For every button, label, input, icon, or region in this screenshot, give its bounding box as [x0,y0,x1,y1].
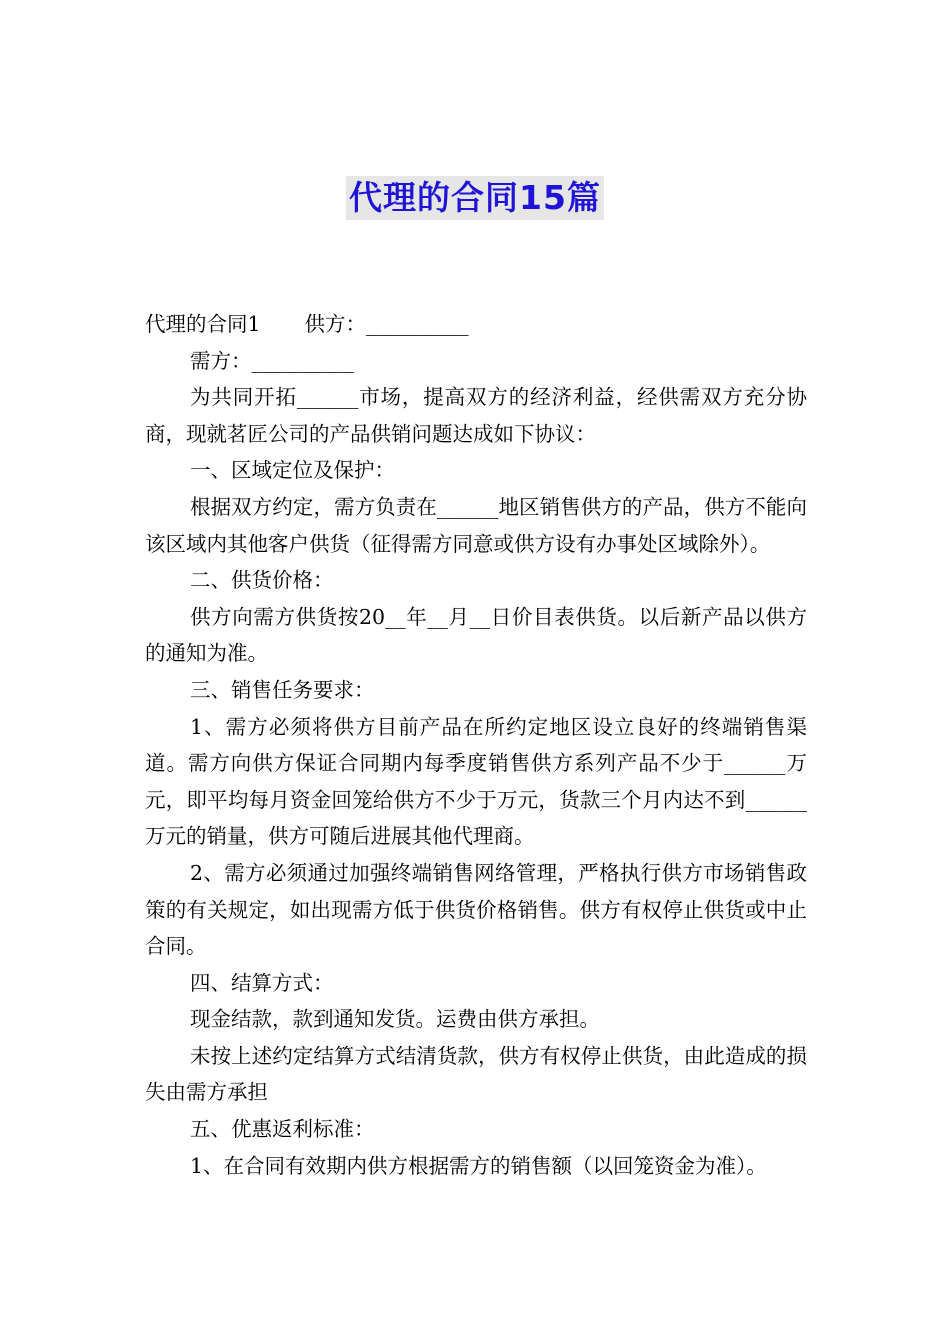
document-body [145,306,807,1184]
paragraph-3: 一、区域定位及保护： [190,458,395,483]
paragraph-9: 2、需方必须通过加强终端销售网络管理，严格执行供方市场销售政策的有关规定，如出现需方低于供货价格销售。供方有权停止供货或中止合同。 [145,860,807,959]
document-title: 代理的合同15篇 [346,176,604,220]
paragraph-6: 供方向需方供货按20__年__月__日价目表供货。以后新产品以供方的通知为准。 [145,604,807,666]
paragraph-1: 需方：__________ [190,348,354,373]
paragraph-5: 二、供货价格： [190,568,334,593]
paragraph-10: 四、结算方式： [190,970,334,995]
paragraph-11: 现金结款，款到通知发货。运费由供方承担。 [190,1007,600,1032]
paragraph-0 [145,306,807,343]
paragraph-2: 为共同开拓______市场，提高双方的经济利益，经供需双方充分协商，现就茗匠公司的产品供销问题达成如下协议： [145,385,807,446]
paragraph-12: 未按上述约定结算方式结清货款，供方有权停止供货，由此造成的损失由需方承担 [145,1043,807,1105]
document-title-wrap [0,176,950,220]
section-heading: 代理的合同1 [145,312,261,336]
paragraph-14: 1、在合同有效期内供方根据需方的销售额（以回笼资金为准）。 [190,1153,767,1178]
paragraph-13: 五、优惠返利标准： [190,1117,375,1142]
paragraph-7: 三、销售任务要求： [190,677,375,702]
paragraph-4: 根据双方约定，需方负责在______地区销售供方的产品，供方不能向该区域内其他客户供货（征得需方同意或供方设有办事处区域除外）。 [145,494,807,556]
supplier-field: 供方：__________ [304,312,469,336]
paragraph-8: 1、需方必须将供方目前产品在所约定地区设立良好的终端销售渠道。需方向供方保证合同期内每季度销售供方系列产品不少于______万元，即平均每月资金回笼给供方不少于万元，货款三个月内达不到______万元的销量，供方可随后进展其他代理商。 [145,714,807,849]
